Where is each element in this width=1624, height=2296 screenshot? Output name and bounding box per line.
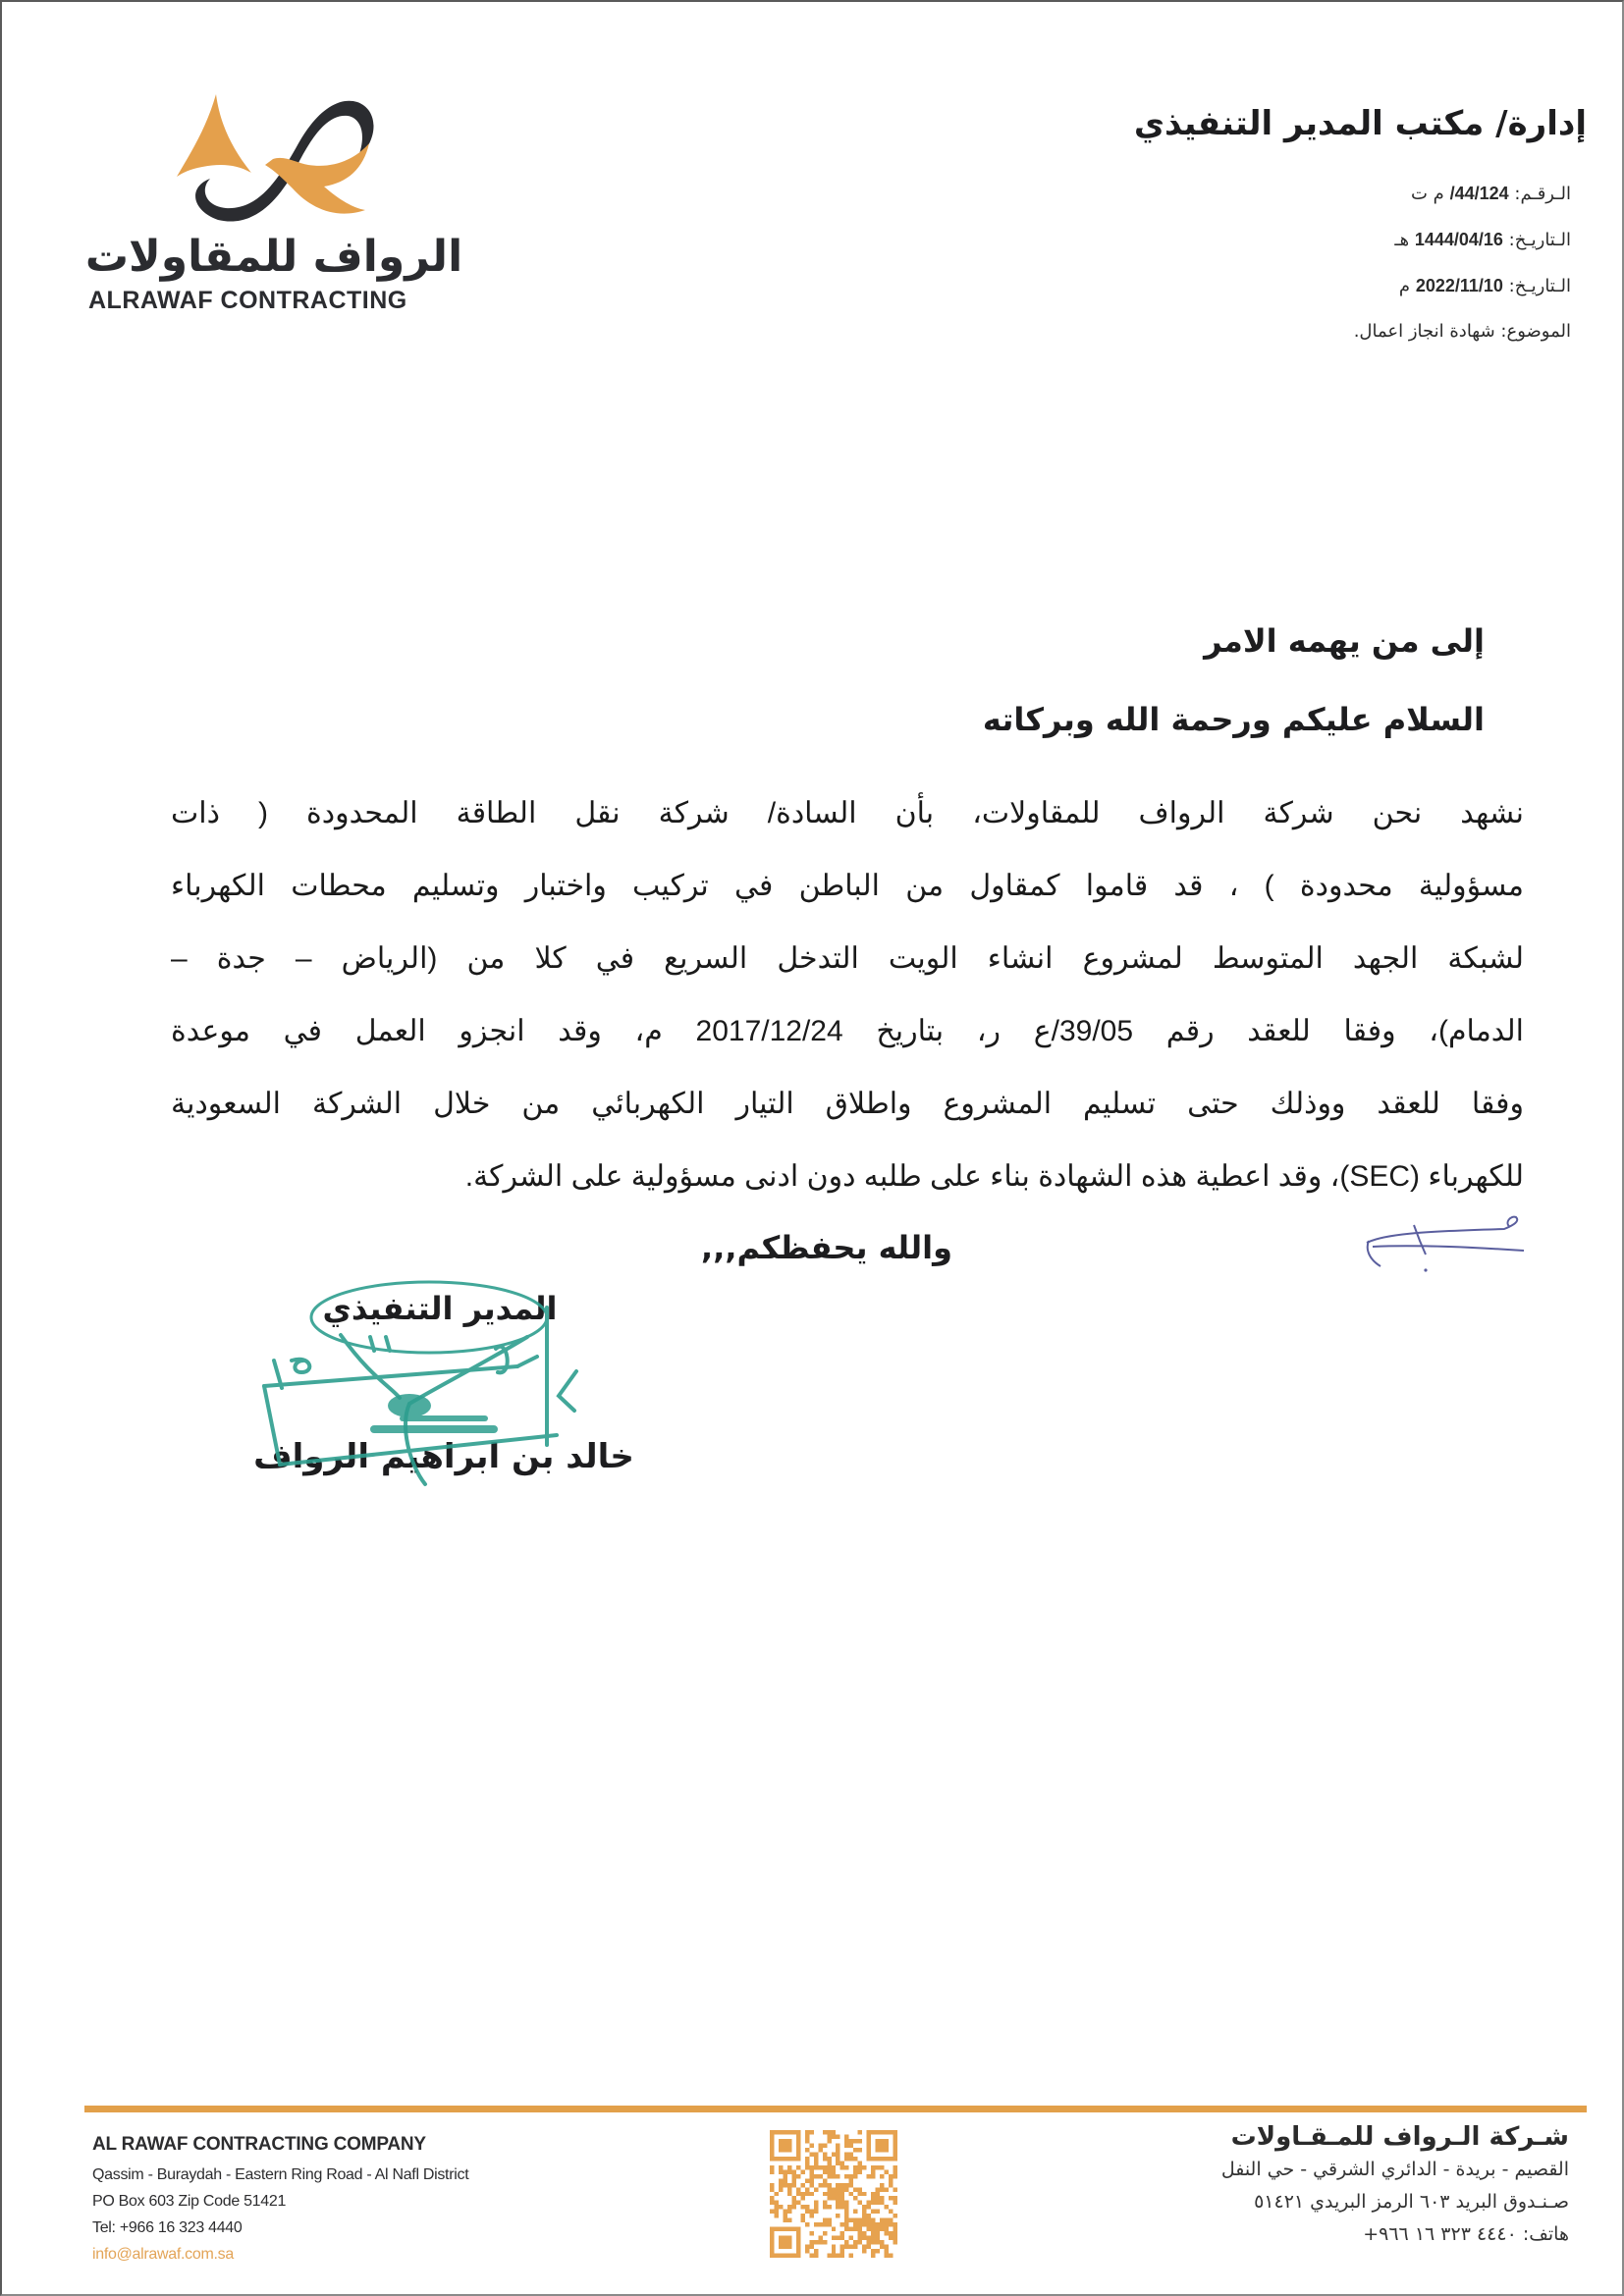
- footer-pobox-en: PO Box 603 Zip Code 51421: [92, 2193, 287, 2210]
- meta-value: 44/124/: [1449, 184, 1509, 203]
- meta-label: الـتاريـخ:: [1508, 276, 1571, 296]
- meta-label: الموضوع:: [1500, 321, 1571, 342]
- meta-suffix: م: [1398, 276, 1411, 296]
- meta-subject-value: شهادة انجاز اعمال.: [1353, 321, 1495, 342]
- signatory-title: المدير التنفيذي: [322, 1290, 558, 1327]
- footer-company-en: AL RAWAF CONTRACTING COMPANY: [92, 2134, 426, 2155]
- greeting: السلام عليكم ورحمة الله وبركاته: [982, 701, 1485, 738]
- paragraph-line: نشهد نحن شركة الرواف للمقاولات، بأن السادة/ شركة نقل الطاقة المحدودة ( ذات: [171, 797, 1524, 829]
- logo-mark-icon: [161, 84, 387, 232]
- signature-stamp-icon: [252, 1278, 586, 1504]
- paragraph-line: وفقا للعقد ووذلك حتى تسليم المشروع واطلاق التيار الكهربائي من خلال الشركة السعودية: [171, 1088, 1524, 1120]
- paragraph-line: لشبكة الجهد المتوسط لمشروع انشاء الويت التدخل السريع في كلا من (الرياض – جدة –: [171, 942, 1524, 975]
- paragraph-line: الدمام)، وفقا للعقد رقم 39/05/ع ر، بتاريخ 2017/12/24 م، وقد انجزو العمل في موعدة: [171, 1015, 1524, 1047]
- footer-tel-ar: هاتف: ٤٤٤٠ ٣٢٣ ١٦ ٩٦٦+: [1363, 2223, 1569, 2245]
- footer-email-link[interactable]: info@alrawaf.com.sa: [92, 2246, 234, 2263]
- meta-reference: [1354, 171, 1571, 217]
- meta-gregorian-date: [1354, 263, 1571, 309]
- meta-suffix: هـ: [1394, 230, 1410, 250]
- logo-arabic-name: الرواف للمقاولات: [84, 232, 463, 282]
- meta-label: الـرقـم:: [1514, 184, 1571, 204]
- footer-arabic-contact: [1221, 2122, 1569, 2251]
- meta-suffix: م ت: [1411, 184, 1444, 204]
- closing-salutation: والله يحفظكم,,,: [701, 1229, 952, 1266]
- signatory-name: خالد بن ابراهيم الرواف: [253, 1437, 634, 1476]
- paragraph-line: للكهرباء (SEC)، وقد اعطية هذه الشهادة بناء على طلبه دون ادنى مسؤولية على الشركة.: [464, 1160, 1524, 1193]
- meta-value: 2022/11/10: [1415, 276, 1503, 295]
- meta-hijri-date: [1354, 217, 1571, 263]
- footer-english-contact: [92, 2134, 468, 2268]
- addressee: إلى من يهمه الامر: [1204, 622, 1485, 660]
- qr-code-icon[interactable]: [770, 2130, 897, 2258]
- letter-meta: [1354, 171, 1571, 354]
- meta-subject: [1354, 309, 1571, 354]
- meta-label: الـتاريـخ:: [1508, 230, 1571, 250]
- paragraph-line: مسؤولية محدودة ) ، قد قاموا كمقاول من الباطن في تركيب واختبار وتسليم محطات الكهرباء: [171, 870, 1524, 902]
- footer-address-ar: القصيم - بريدة - الدائري الشرقي - حي النفل: [1220, 2159, 1569, 2180]
- logo-english-name: ALRAWAF CONTRACTING: [88, 287, 407, 314]
- body-paragraph: [171, 777, 1524, 1213]
- footer-pobox-ar: صـنـدوق البريد ٦٠٣ الرمز البريدي ٥١٤٢١: [1254, 2191, 1569, 2213]
- department-title: إدارة/ مكتب المدير التنفيذي: [1133, 104, 1587, 143]
- footer-address-en: Qassim - Buraydah - Eastern Ring Road - Al Nafl District: [92, 2166, 469, 2183]
- company-logo: [82, 84, 465, 320]
- footer-divider: [84, 2106, 1587, 2112]
- footer-tel-en: Tel: +966 16 323 4440: [92, 2219, 243, 2236]
- meta-value: 1444/04/16: [1414, 230, 1503, 249]
- handwritten-initials-icon: [1357, 1211, 1534, 1280]
- footer-company-ar: شـركة الـرواف للمـقـاولات: [1230, 2122, 1569, 2152]
